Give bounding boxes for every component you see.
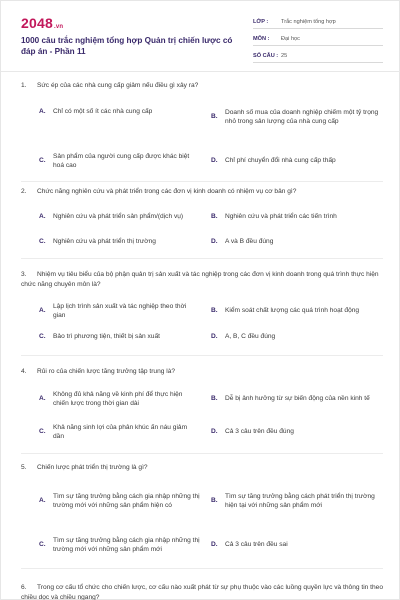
option-b[interactable] <box>211 102 381 132</box>
option-c[interactable] <box>39 529 211 561</box>
option-text: Dễ bị ảnh hưởng từ sự biến động của nền kinh tế <box>225 395 370 403</box>
option-letter: C. <box>39 428 46 436</box>
option-text: Nghiên cứu và phát triển thị trường <box>53 238 156 246</box>
question-separator <box>21 453 383 454</box>
document-header <box>21 15 383 65</box>
option-text: Kiểm soát chất lượng các quá trình hoạt động <box>225 307 360 315</box>
option-letter: B. <box>211 213 218 221</box>
option-letter: A. <box>39 395 46 403</box>
option-a[interactable] <box>39 102 199 122</box>
option-text: Doanh số mua của doanh nghiệp chiếm một tỷ trọng nhỏ trong sản lượng của nhà cung cấp <box>225 108 379 125</box>
option-text: A và B đều đúng <box>225 238 274 246</box>
meta-value: Trắc nghiệm tổng hợp <box>281 18 336 25</box>
option-text: Tìm sự tăng trưởng bằng cách gia nhập những thị trường mới với những sản phẩm mới <box>53 536 200 553</box>
option-text: Sản phẩm của người cung cấp được khác biệt hoá cao <box>53 152 190 169</box>
option-letter: A. <box>39 108 46 116</box>
question-separator <box>21 568 383 569</box>
question-prompt: Chiến lược phát triển thị trường là gì? <box>37 464 148 471</box>
question-prompt: Nhiệm vụ tiêu biểu của bộ phận quản trị sản xuất và tác nghiệp trong các đơn vị kinh doanh trong quá trình thực hiện chức năng chuyên môn là? <box>21 271 379 288</box>
option-letter: B. <box>211 307 218 315</box>
question-text <box>21 270 383 289</box>
option-c[interactable] <box>39 151 199 171</box>
question-text <box>21 187 383 197</box>
option-c[interactable] <box>39 421 199 443</box>
question-text <box>21 583 383 600</box>
option-b[interactable] <box>211 485 381 517</box>
option-b[interactable] <box>211 207 381 227</box>
option-b[interactable] <box>211 301 381 321</box>
option-letter: B. <box>211 497 218 505</box>
option-text: Khả năng sinh lợi của phân khúc ấn náu giảm dần <box>53 423 188 440</box>
option-text: Nghiên cứu và phát triển sản phẩm/(dịch vụ) <box>53 213 184 221</box>
question-separator <box>21 258 383 259</box>
option-text: Cả 3 câu trên đều sai <box>225 541 288 549</box>
question-number: 5. <box>21 464 27 471</box>
question-number: 3. <box>21 271 27 278</box>
option-letter: D. <box>211 428 218 436</box>
option-letter: B. <box>211 113 218 121</box>
meta-row-count <box>253 49 383 63</box>
option-letter: A. <box>39 307 46 315</box>
meta-value: Đại học <box>281 35 300 42</box>
option-letter: C. <box>39 238 46 246</box>
option-letter: C. <box>39 333 46 341</box>
option-text: Chỉ có một số ít các nhà cung cấp <box>53 108 153 116</box>
page-title: 1000 câu trắc nghiệm tổng hợp Quản trị chiến lược có đáp án - Phần 11 <box>21 36 233 56</box>
meta-panel <box>253 15 383 63</box>
logo-sub-text: .vn <box>53 24 64 30</box>
question-prompt: Rủi ro của chiến lược tăng trưởng tập trung là? <box>37 368 176 375</box>
option-c[interactable] <box>39 330 199 344</box>
meta-row-subject <box>253 32 383 46</box>
option-text: Không đủ khả năng về kinh phí để thực hiện chiến lược trong thời gian dài <box>53 390 183 407</box>
meta-row-class <box>253 15 383 29</box>
meta-label: MÔN : <box>253 35 270 42</box>
option-c[interactable] <box>39 235 199 249</box>
option-a[interactable] <box>39 485 211 517</box>
option-text: Nghiên cứu và phát triển các tiến trình <box>225 213 337 221</box>
question-prompt: Sức ép của các nhà cung cấp giảm nếu điều gì xảy ra? <box>37 82 199 89</box>
option-letter: B. <box>211 395 218 403</box>
option-letter: A. <box>39 213 46 221</box>
option-text: Bảo trì phương tiện, thiết bị sản xuất <box>53 333 160 341</box>
question-text <box>21 367 383 377</box>
header-divider <box>1 71 400 72</box>
option-letter: D. <box>211 238 218 246</box>
option-text: Cả 3 câu trên đều đúng <box>225 428 294 436</box>
option-text: Chỉ phí chuyển đổi nhà cung cấp thấp <box>225 157 336 165</box>
option-d[interactable] <box>211 235 381 249</box>
question-separator <box>21 355 383 356</box>
option-a[interactable] <box>39 388 199 410</box>
site-logo[interactable] <box>21 15 63 31</box>
question-prompt: Chức năng nghiên cứu và phát triển trong các đơn vị kinh doanh có nhiệm vụ cơ bản gì? <box>37 188 297 195</box>
question-number: 1. <box>21 82 27 89</box>
question-prompt: Trong cơ cấu tổ chức cho chiến lược, cơ cấu nào xuất phát từ sự phụ thuộc vào các luồng quyền lực và thông tin theo chiều dọc và chiều ngang? <box>21 584 383 600</box>
option-text: Tìm sự tăng trưởng bằng cách phát triển thị trường hiện tại với những sản phẩm mới <box>225 492 375 509</box>
question-number: 2. <box>21 188 27 195</box>
question-text <box>21 81 383 91</box>
meta-label: SỐ CÂU : <box>253 52 279 59</box>
option-b[interactable] <box>211 388 381 410</box>
meta-value: 25 <box>281 52 288 59</box>
meta-label: LỚP : <box>253 18 269 25</box>
question-separator <box>21 181 383 182</box>
option-letter: D. <box>211 541 218 549</box>
option-d[interactable] <box>211 529 381 561</box>
logo-main-text: 2048 <box>21 15 53 31</box>
option-letter: C. <box>39 157 46 165</box>
option-letter: D. <box>211 157 218 165</box>
question-number: 6. <box>21 584 27 591</box>
option-d[interactable] <box>211 330 381 344</box>
question-text <box>21 463 383 473</box>
option-letter: D. <box>211 333 218 341</box>
option-text: Lập lịch trình sản xuất và tác nghiệp theo thời gian <box>53 302 187 319</box>
option-text: Tìm sự tăng trưởng bằng cách gia nhập những thị trường mới với những sản phẩm hiện có <box>53 492 200 509</box>
option-text: A, B, C đều đúng <box>225 333 276 341</box>
option-d[interactable] <box>211 421 381 443</box>
option-letter: A. <box>39 497 46 505</box>
option-a[interactable] <box>39 301 199 321</box>
question-number: 4. <box>21 368 27 375</box>
option-d[interactable] <box>211 151 381 171</box>
option-a[interactable] <box>39 207 199 227</box>
option-letter: C. <box>39 541 46 549</box>
